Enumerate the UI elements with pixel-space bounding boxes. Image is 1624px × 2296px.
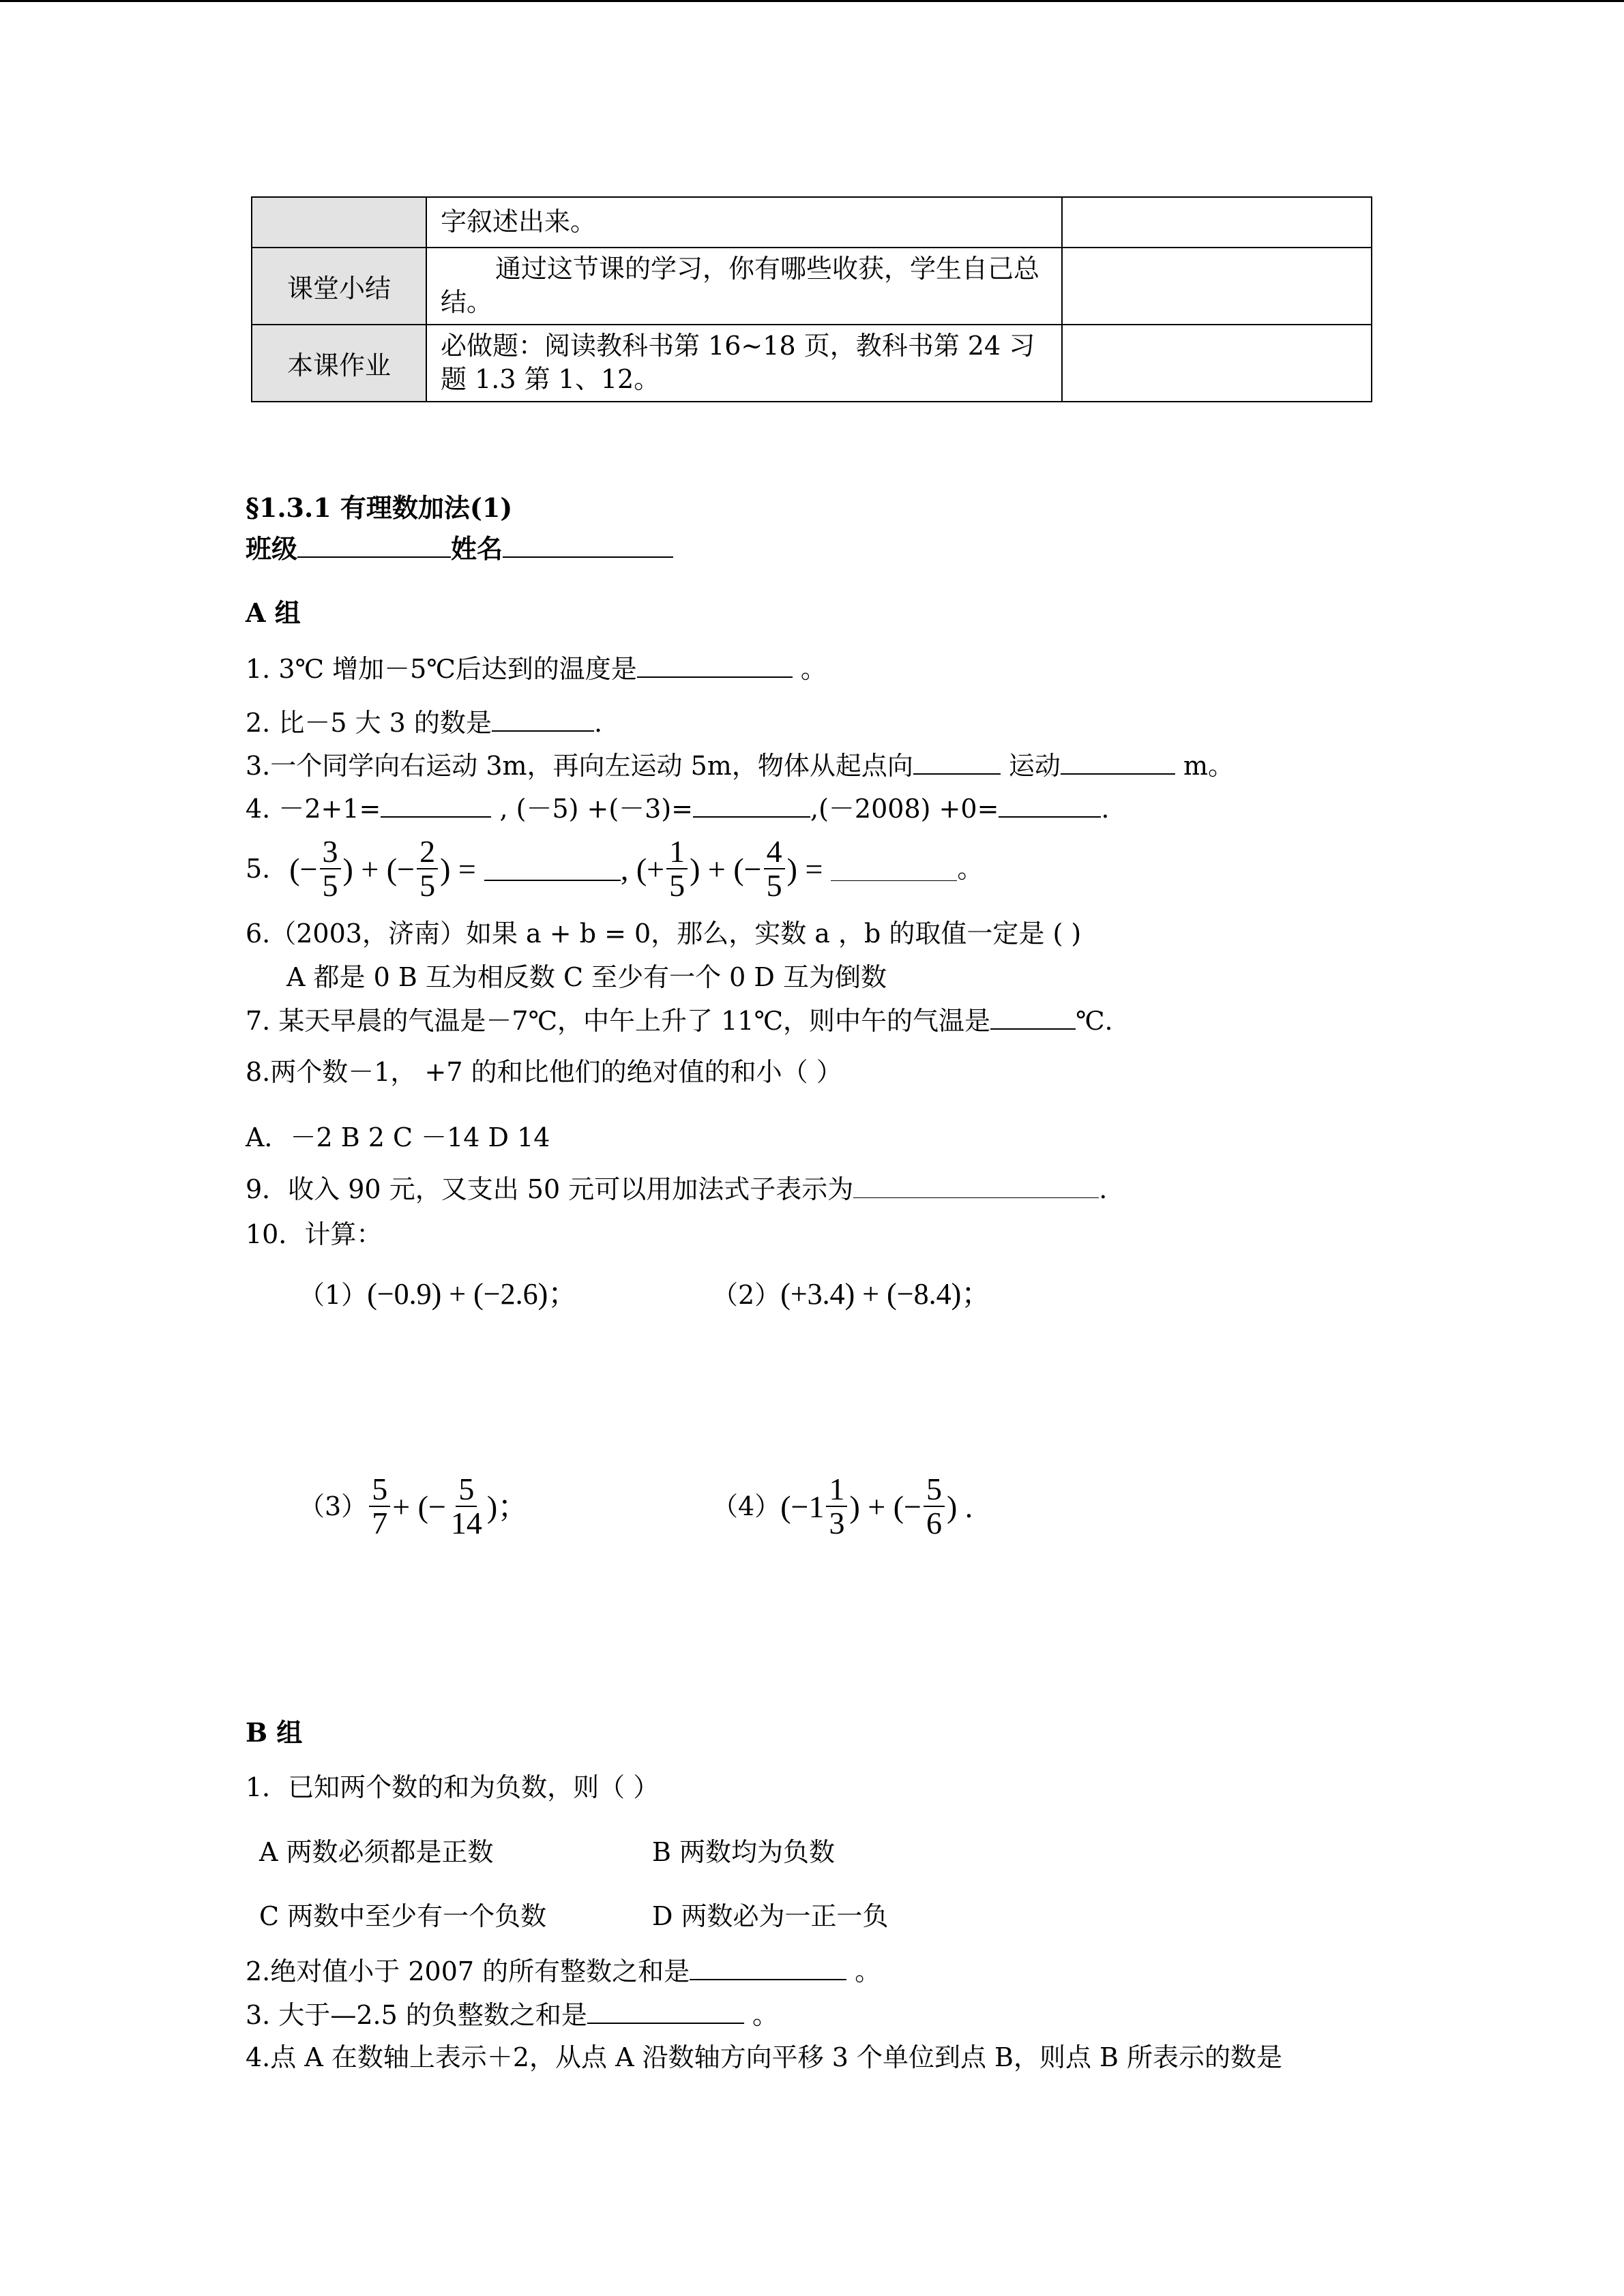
question-a6: 6.（2003，济南）如果 a + b = 0，那么，实数 a ，b 的取值一定是 ( ) <box>246 919 1082 949</box>
question-a10: 10．计算： <box>246 1219 383 1249</box>
fraction: $\frac{1}{3}$ <box>826 1473 847 1540</box>
question-a3 <box>246 750 1234 782</box>
question-text: 。 <box>846 1956 881 1986</box>
row-extra <box>1062 325 1372 402</box>
row-content: 必做题：阅读教科书第 16~18 页，教科书第 24 习题 1.3 第 1、12。 <box>426 325 1062 402</box>
row-label <box>252 197 426 248</box>
answer-blank[interactable] <box>990 1005 1076 1030</box>
question-text: . <box>1099 1174 1108 1204</box>
question-b2 <box>246 1956 881 1988</box>
formula: )； <box>486 1489 529 1524</box>
question-text: . <box>1101 794 1110 824</box>
question-text: 1. 3℃ 增加－5℃后达到的温度是 <box>246 654 637 684</box>
question-b1: 1．已知两个数的和为负数，则（ ） <box>246 1772 660 1802</box>
question-text: 9．收入 90 元，又支出 50 元可以用加法式子表示为 <box>246 1174 854 1204</box>
row-extra <box>1062 248 1372 325</box>
question-b1-option-c: C 两数中至少有一个负数 <box>259 1901 547 1931</box>
formula: (−0.9) + (−2.6)； <box>367 1277 578 1311</box>
question-a5 <box>246 835 983 903</box>
page-top-border <box>0 0 1624 2</box>
answer-blank[interactable] <box>1061 750 1175 775</box>
answer-blank[interactable] <box>913 750 1001 775</box>
row-label: 本课作业 <box>252 325 426 402</box>
section-title: §1.3.1 有理数加法(1) <box>246 492 513 523</box>
answer-blank[interactable] <box>484 856 621 881</box>
row-content: 字叙述出来。 <box>426 197 1062 248</box>
group-b-heading: B 组 <box>246 1717 303 1748</box>
question-b1-option-b: B 两数均为负数 <box>652 1837 836 1867</box>
question-text: , (－5) +(－3)= <box>491 794 694 824</box>
calc-label: （2） <box>712 1280 781 1310</box>
question-a1 <box>246 653 827 685</box>
group-a-heading: A 组 <box>246 597 301 628</box>
fraction: $\frac{5}{6}$ <box>924 1473 945 1540</box>
fraction: $\frac{1}{5}$ <box>666 835 688 903</box>
fraction: $\frac{4}{5}$ <box>764 835 785 903</box>
question-a8: 8.两个数－1， +7 的和比他们的绝对值的和小（ ） <box>246 1057 842 1087</box>
formula: ) = <box>440 851 476 886</box>
fraction: $\frac{2}{5}$ <box>417 835 438 903</box>
formula: (− <box>289 851 318 886</box>
fraction: $\frac{5}{7}$ <box>369 1473 390 1540</box>
calc-1 <box>299 1277 578 1313</box>
formula: ) . <box>946 1489 973 1524</box>
question-text: 3.一个同学向右运动 3m，再向左运动 5m，物体从起点向 <box>246 751 913 781</box>
question-a6-options: A 都是 0 B 互为相反数 C 至少有一个 0 D 互为倒数 <box>286 962 887 992</box>
calc-2 <box>712 1277 991 1313</box>
calc-label: （1） <box>299 1280 368 1310</box>
question-a4 <box>246 793 1110 825</box>
question-number: 5. <box>246 853 271 884</box>
fraction: $\frac{5}{14}$ <box>450 1472 482 1541</box>
question-text: ℃. <box>1075 1006 1113 1036</box>
name-label: 姓名 <box>451 533 503 564</box>
formula: (−1 <box>780 1489 825 1524</box>
question-text: 2. 比－5 大 3 的数是 <box>246 708 492 738</box>
answer-blank[interactable] <box>690 1956 846 1980</box>
question-text: 3. 大于—2.5 的负整数之和是 <box>246 2000 587 2030</box>
question-a2 <box>246 707 602 739</box>
calc-4 <box>712 1473 973 1540</box>
class-blank[interactable] <box>297 533 451 558</box>
fraction: $\frac{3}{5}$ <box>320 835 341 903</box>
calc-3 <box>299 1473 529 1540</box>
table-row <box>252 325 1372 402</box>
answer-blank[interactable] <box>853 1174 1099 1198</box>
question-text: 。 <box>743 2000 778 2030</box>
answer-blank[interactable] <box>637 653 793 678</box>
calc-label: （4） <box>712 1491 781 1521</box>
formula: ) + (− <box>690 851 762 886</box>
formula: (+3.4) + (−8.4)； <box>780 1277 992 1311</box>
formula: + (− <box>392 1489 446 1524</box>
formula: ) + (− <box>849 1489 921 1524</box>
class-name-line <box>246 533 673 565</box>
question-a8-options: A．－2 B 2 C －14 D 14 <box>246 1122 550 1152</box>
question-text: m。 <box>1175 751 1235 781</box>
question-b4: 4.点 A 在数轴上表示＋2，从点 A 沿数轴方向平移 3 个单位到点 B，则点 B 所表示的数是 <box>246 2042 1283 2072</box>
class-label: 班级 <box>246 533 298 564</box>
question-b1-option-a: A 两数必须都是正数 <box>259 1837 494 1867</box>
answer-blank[interactable] <box>831 857 957 881</box>
question-text: 2.绝对值小于 2007 的所有整数之和是 <box>246 1956 690 1986</box>
question-text: ,(－2008) +0= <box>810 794 999 824</box>
question-text: 。 <box>792 654 827 684</box>
answer-blank[interactable] <box>693 793 810 818</box>
question-b1-option-d: D 两数必为一正一负 <box>652 1901 889 1931</box>
calc-label: （3） <box>299 1491 368 1521</box>
question-text: 7. 某天早晨的气温是－7℃，中午上升了 11℃，则中午的气温是 <box>246 1006 990 1036</box>
answer-blank[interactable] <box>999 793 1101 818</box>
question-text: . <box>593 708 603 738</box>
formula: , (+ <box>620 851 665 886</box>
row-extra <box>1062 197 1372 248</box>
row-label: 课堂小结 <box>252 248 426 325</box>
formula: ) = <box>786 851 823 886</box>
question-text: 4. －2+1= <box>246 794 381 824</box>
lesson-plan-table <box>251 196 1372 402</box>
name-blank[interactable] <box>503 533 673 558</box>
question-b3 <box>246 1999 778 2031</box>
table-row <box>252 197 1372 248</box>
row-content: 通过这节课的学习，你有哪些收获，学生自己总结。 <box>426 248 1062 325</box>
question-text: 。 <box>957 853 984 884</box>
table-row <box>252 248 1372 325</box>
question-a9 <box>246 1174 1107 1206</box>
formula: ) + (− <box>342 851 415 886</box>
question-a7 <box>246 1005 1113 1037</box>
answer-blank[interactable] <box>381 793 491 818</box>
question-text: 运动 <box>1000 751 1061 781</box>
answer-blank[interactable] <box>587 1999 744 2024</box>
answer-blank[interactable] <box>492 707 594 732</box>
